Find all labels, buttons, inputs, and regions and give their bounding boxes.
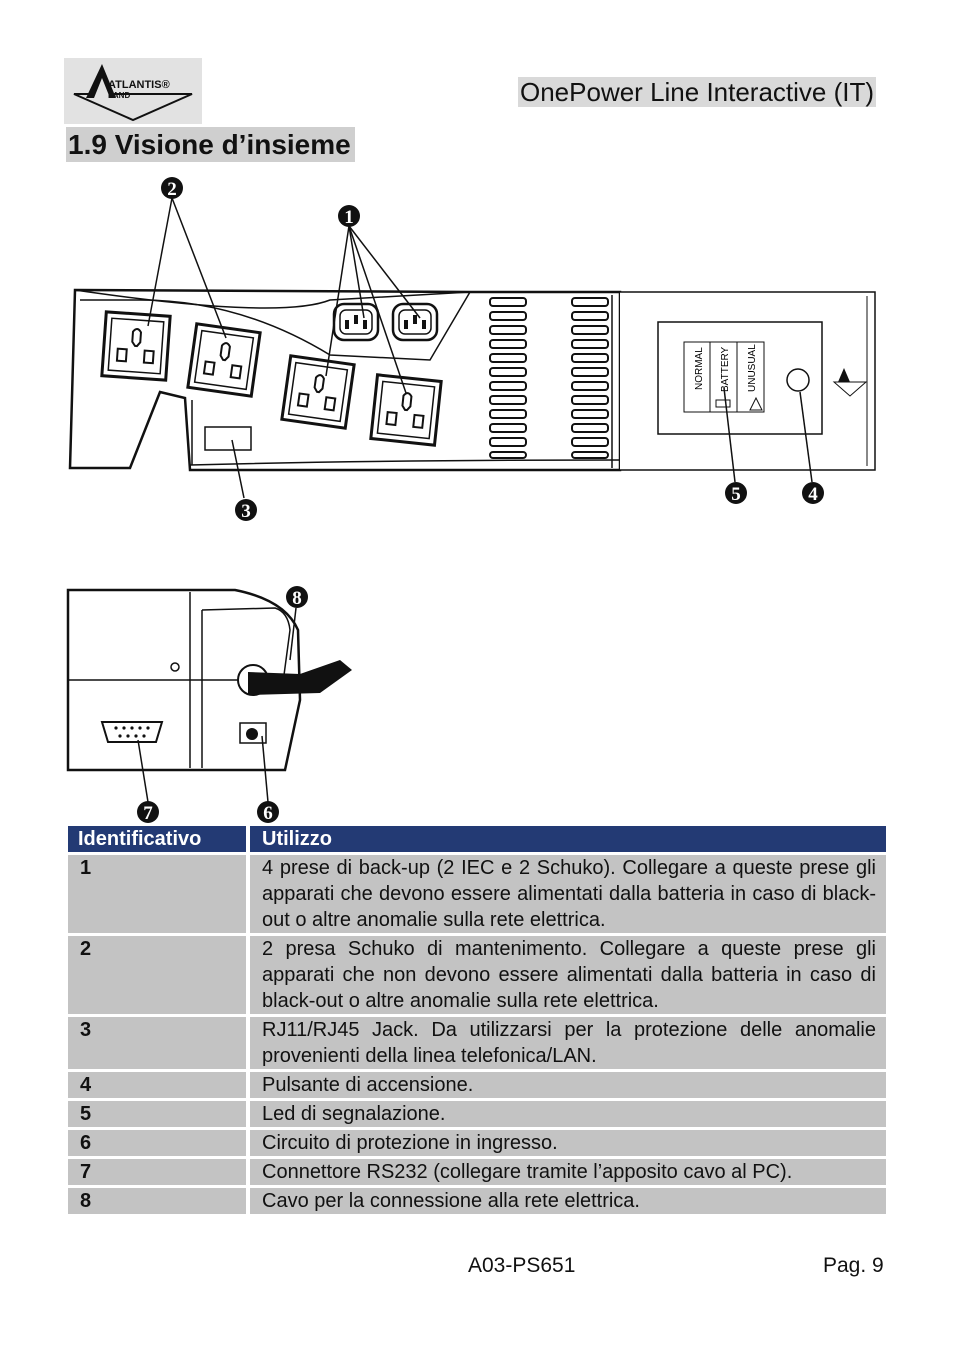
row-text: Led di segnalazione. [248, 1100, 886, 1129]
table-row [68, 935, 886, 1016]
logo-brand: ATLANTIS® [108, 79, 170, 91]
row-id: 1 [68, 854, 248, 935]
panel-label-battery: BATTERY [720, 346, 731, 392]
row-text: Circuito di protezione in ingresso. [248, 1129, 886, 1158]
svg-text:LAND: LAND [108, 91, 131, 100]
marker-3 [235, 499, 257, 522]
panel-label-normal: NORMAL [694, 347, 705, 390]
panel-label-unusual: UNUSUAL [747, 344, 758, 392]
row-id: 3 [68, 1016, 248, 1071]
table-row [68, 1071, 886, 1100]
row-text: Connettore RS232 (collegare tramite l’apposito cavo al PC). [248, 1158, 886, 1187]
row-id: 4 [68, 1071, 248, 1100]
row-id: 5 [68, 1100, 248, 1129]
row-text: 4 prese di back-up (2 IEC e 2 Schuko). Collegare a queste prese gli apparati che devono essere alimentati dalla batteria in caso di black-out o altre anomalie sulla rete elettrica. [248, 854, 886, 935]
row-text: Cavo per la connessione alla rete elettrica. [248, 1187, 886, 1215]
table-row [68, 1158, 886, 1187]
svg-text:4: 4 [808, 484, 818, 505]
svg-text:3: 3 [241, 501, 251, 522]
marker-6 [257, 801, 279, 824]
document-header-title: OnePower Line Interactive (IT) [520, 77, 875, 107]
table-row [68, 1129, 886, 1158]
table-row [68, 1187, 886, 1215]
marker-8 [286, 586, 308, 609]
row-id: 7 [68, 1158, 248, 1187]
column-header-usage: Utilizzo [248, 826, 886, 854]
table-header-row [68, 826, 886, 854]
row-id: 8 [68, 1187, 248, 1215]
table-row [68, 1100, 886, 1129]
marker-2 [161, 177, 183, 200]
section-title: 1.9 Visione d’insieme [66, 127, 355, 162]
svg-text:1: 1 [344, 207, 354, 228]
marker-7 [137, 801, 159, 824]
row-text: 2 presa Schuko di mantenimento. Collegare a queste prese gli apparati che non devono essere alimentati dalla batteria in caso di black-out o altre anomalie sulla rete elettrica. [248, 935, 886, 1016]
marker-4 [802, 482, 824, 505]
marker-1 [338, 205, 360, 228]
page-number: Pag. 9 [823, 1254, 884, 1277]
document-code: A03-PS651 [468, 1254, 576, 1277]
svg-text:8: 8 [292, 588, 302, 609]
svg-text:5: 5 [731, 484, 741, 505]
row-id: 2 [68, 935, 248, 1016]
row-text: Pulsante di accensione. [248, 1071, 886, 1100]
svg-text:2: 2 [167, 179, 177, 200]
column-header-id: Identificativo [68, 826, 248, 854]
table-row [68, 854, 886, 935]
marker-5 [725, 482, 747, 505]
svg-text:6: 6 [263, 803, 273, 824]
svg-text:7: 7 [143, 803, 153, 824]
table-row [68, 1016, 886, 1071]
row-text: RJ11/RJ45 Jack. Da utilizzarsi per la protezione delle anomalie provenienti della linea telefonica/LAN. [248, 1016, 886, 1071]
row-id: 6 [68, 1129, 248, 1158]
components-table [68, 826, 886, 1214]
